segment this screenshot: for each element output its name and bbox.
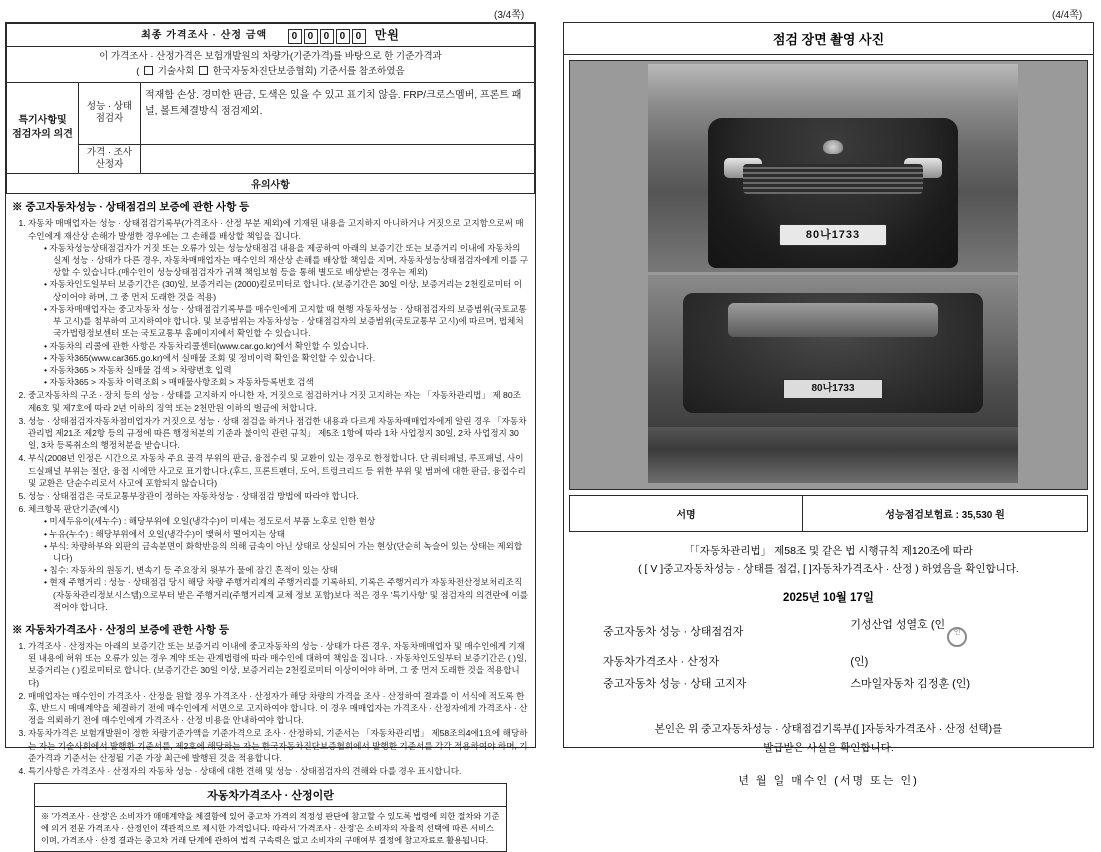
note-sub-item: • 자동차인도일부터 보증기간은 (30)일, 보증거리는 (2000)킬로미터로 합니다. (보증기간은 30일 이상, 보증거리는 2천킬로미터 이상이어야 하며, 그 중 먼저 도래한 것을 적용) bbox=[44, 278, 529, 302]
note-sublist bbox=[32, 242, 529, 388]
legal-statement bbox=[564, 532, 1093, 581]
section2-title: ※ 자동차가격조사 · 산정의 보증에 관한 사항 등 bbox=[12, 623, 229, 636]
notes-list-2 bbox=[28, 640, 529, 777]
note2-item: 3. 자동차가격은 보험개발원이 정한 차량기준가액을 기준가격으로 조사 · 산정하되, 기준서는 「자동차관리법」 제58조의4에1요에 해당하는 자는 기술사회에서 발행한 기준서를, 제2호에 해당하는 자는 한국자동차진단보증협회에서 발행한 기준서를 각각 적용하여야 하며, 기준가격과 기준서는 산정될 기준 가장 최근에 발행된 것을 적용합니다. bbox=[28, 727, 529, 764]
signature-label: 서명 bbox=[570, 496, 803, 532]
photo-front-vehicle bbox=[708, 118, 958, 268]
note-sub-item: • 부식: 차량하부와 외판의 금속분면이 화학반응의 의해 금속이 아닌 상태로 상실되어 가는 현상(단순히 녹슬어 있는 상태는 제외합니다) bbox=[44, 540, 529, 564]
vehicle-emblem bbox=[823, 140, 843, 154]
buyer-signature-line: 년 월 일 매수인 (서명 또는 인) bbox=[738, 774, 919, 787]
section1-title: ※ 중고자동차성능 · 상태점검의 보증에 관한 사항 등 bbox=[12, 201, 250, 214]
note2-item: 1. 가격조사 · 산정자는 아래의 보증기간 또는 보증거리 이내에 중고자동차의 성능 · 상태가 다른 경우, 자동차매매업자 및 매수인에게 기재된 내용에 허위 또는 오류가 있는 경우 계약 또는 관계법령에 따라 매수인에 대하여 책임을 집니다. · 자동차인도일부터 보증기간은 ( )일, 보증거리는 ( )킬로미터로 합니다. (보증기간은 30일 이상, 보증거리는 2천킬로미터 이상이어야 하며, 그 중 먼저 도래한 것을 적용합니다) bbox=[28, 640, 529, 689]
definition-box bbox=[34, 783, 507, 852]
note-sub-item: • 자동차매매업자는 중고자동차 성능 · 상태점검기록부를 매수인에게 고지할 때 현행 자동차성능 · 상태점검자의 보증범위(국토교통부 고시)를 첨부하여 고지하여야 합니다. 및 보증범위는 자동차성능 · 상태점검자의 보증범위(국토교통부 고시)에 따르며, 법체처 국가법령정보센터 또는 국토교통부 홈페이지에서 확인할 수 있습니다. bbox=[44, 303, 529, 340]
windshield bbox=[728, 303, 938, 337]
legal-line-2: ( [ V ]중고자동차성능 · 상태를 점검, [ ]자동차가격조사 · 산정 ) 하였음을 확인합니다. bbox=[638, 563, 1019, 576]
inspection-fee: 성능점검보험료 : 35,530 원 bbox=[803, 496, 1088, 532]
note-item bbox=[28, 217, 529, 388]
note-sub-item: • 자동차의 리콜에 관한 사항은 자동차리콜센터(www.car.go.kr)에서 확인할 수 있습니다. bbox=[44, 340, 529, 352]
note-sub-item: • 현재 주행거리 : 성능 · 상태점검 당시 해당 차량 주행거리계의 주행거리를 기록하되, 기록은 주행거리가 자동차전산정보처리조직(자동차관리정보시스템)으로부터 받은 주행거리(주행거리계 교체 정보 포함)보다 적은 경우 '특기사항' 및 점검자의 의견란에 이를 적어야 합니다. bbox=[44, 576, 529, 613]
note-text: 체크항목 판단기준(예시) bbox=[28, 504, 120, 515]
note-sub-item: • 미세두유이(세누수) : 해당부위에 오일(냉각수)이 미세는 정도로서 부품 노후로 인한 현상 bbox=[44, 515, 529, 527]
buyer-confirmation bbox=[564, 720, 1093, 758]
amount-note-line-2 bbox=[13, 65, 528, 79]
signature-fee-table bbox=[569, 495, 1088, 532]
issue-date: 2025년 10월 17일 bbox=[783, 591, 874, 604]
signer-name: 스마일자동차 김정훈 (인) bbox=[850, 677, 971, 690]
photo-lift-vehicle bbox=[683, 293, 983, 413]
photo-area bbox=[569, 60, 1088, 490]
appraiser-opinion-value bbox=[141, 144, 535, 174]
amount-digit-0: 0 bbox=[288, 29, 302, 44]
final-price-table bbox=[6, 23, 535, 194]
signer-name-text: 기성산업 성열호 (인 bbox=[850, 618, 946, 631]
signer-row bbox=[601, 672, 1056, 694]
final-price-title-row bbox=[7, 24, 535, 47]
note-item bbox=[28, 503, 529, 613]
definition-body: ※ '가격조사 · 산정'은 소비자가 매매계약을 체결함에 있어 중고차 가격의 적정성 판단에 참고할 수 있도록 법령에 의한 절차와 기준에 의거 전문 가격조사 · 산정인이 객관적으로 제시한 가격입니다. 따라서 '가격조사 · 산정'은 소비자의 자율적 선택에 따른 서비스이며, 가격조사 · 산정 결과는 중고차 거래 단계에 관하여 법적 구속력은 없고 소비자의 구매여부 결정에 참고자료로 활용됩니다. bbox=[41, 812, 500, 845]
left-document-sheet bbox=[5, 22, 536, 845]
seal-stamp-icon: 인 bbox=[947, 627, 967, 647]
photo-front-view bbox=[648, 64, 1018, 272]
amount-note-row bbox=[7, 47, 535, 83]
vehicle-grille bbox=[743, 164, 923, 194]
amount-unit: 만원 bbox=[374, 28, 400, 43]
signer-name bbox=[848, 613, 1056, 650]
signature-fee-row bbox=[570, 496, 1088, 532]
note-sub-item: • 누유(누수) : 해당부위에서 오일(냉각수)이 맺혀서 떨어지는 상태 bbox=[44, 528, 529, 540]
opinion-row-2 bbox=[7, 144, 535, 174]
signer-role: 자동차가격조사 · 산정자 bbox=[603, 655, 720, 668]
note2-item: 2. 매매업자는 매수인이 가격조사 · 산정을 원할 경우 가격조사 · 산정자가 해당 차량의 가격을 조사 · 산정하여 결과를 이 서식에 적도록 한 후, 반드시 매매계약을 체결하기 전에 매수인에게 서면으로 고지하여야 합니다. 이 경우 매매업자는 가격조사 · 산정자에게 가격조사 · 산정을 의뢰하기 전에 매수인에게 가격조사 · 산정 비용을 안내하여야 합니다. bbox=[28, 690, 529, 727]
checkbox-kaada[interactable] bbox=[199, 66, 208, 75]
right-document-sheet bbox=[563, 22, 1094, 787]
appraiser-label: 가격 · 조사산정자 bbox=[79, 144, 141, 174]
note-text: 자동차 매매업자는 성능 · 상태점검기록부(가격조사 · 산정 부분 제외)에 기재된 내용을 고지하지 아니하거나 거짓으로 고지함으로써 매수인에게 재산상 손해가 발생한 경우에는 그 손해를 배상할 책임을 집니다. bbox=[28, 218, 524, 241]
note-sub-item: • 침수: 자동차의 원동기, 변속기 등 주요장치 윗부가 물에 잠긴 흔적이 있는 상태 bbox=[44, 564, 529, 576]
opinion-row-1 bbox=[7, 82, 535, 144]
inspector-opinion-value: 적재함 손상. 경미한 판금, 도색은 있을 수 있고 표기치 않음. FRP/크로스멤버, 프론트 패널, 볼트체결방식 점검제외. bbox=[141, 82, 535, 144]
note-item: 3. 성능 · 상태점검자자동차점비업자가 거짓으로 성능 · 상태 점검을 하거나 점검한 내용과 다르게 자동차매매업자에게 알린 경우 「자동차관리법 제21조 제2항 등의 규정에 따른 행정처분의 기준과 불이익 관련 규칙」 제5조 1항에 따라 1차 사업정지 30일, 2차 사업정지 30일, 3차 등록취소의 행정처분을 받습니다. bbox=[28, 415, 529, 452]
amount-digit-2: 0 bbox=[320, 29, 334, 44]
note-sub-item: • 자동차365 > 자동차 실매물 검색 > 차량번호 입력 bbox=[44, 364, 529, 376]
amount-digit-3: 0 bbox=[336, 29, 350, 44]
inspector-label: 성능 · 상태점검자 bbox=[79, 82, 141, 144]
amount-note-option-b: 한국자동차진단보증협회) 기준서를 참조하였음 bbox=[212, 65, 405, 77]
caution-header-row bbox=[7, 174, 535, 194]
note-item: 4. 부식(2008년 인정은 시간으로 자동차 주요 골격 부위의 판금, 융접수리 및 교환이 있는 경우로 한정합니다. 단 쿼터패널, 루프패널, 사이드실패널 부위는 절단, 융접 시에만 사고로 표기합니다.(후드, 프론트펜더, 도어, 트렁크리드 등 위한 부위 및 범퍼에 대한 판금, 융접수리 및 교환은 단순수리로서 사고에 포함되지 않습니다) bbox=[28, 452, 529, 489]
page-mark-right: (4/4쪽) bbox=[1052, 10, 1083, 21]
note-item: 2. 중고자동차의 구조 · 장치 등의 성능 · 상태를 고지하지 아니한 자, 거짓으로 점검하거나 거짓 고지하는 자는 「자동차관리법」 제 80조 제6호 및 제7호에 따라 2년 이하의 징역 또는 2천만원 이하의 벌금에 처합니다. bbox=[28, 389, 529, 413]
legal-line-1: 「「자동차관리법」 제58조 및 같은 법 시행규칙 제120조에 따라 bbox=[684, 545, 973, 557]
signer-role: 중고자동차 성능 · 상태 고지자 bbox=[603, 677, 747, 690]
note-sub-item: • 자동차365 > 자동차 이력조회 > 매매물사항조회 > 자동차등록번호 검색 bbox=[44, 376, 529, 388]
confirm-line-2: 발급받은 사실을 확인합니다. bbox=[763, 741, 894, 754]
signer-row bbox=[601, 613, 1056, 650]
paren-open: ( bbox=[136, 65, 140, 77]
photo-lift-platform bbox=[648, 427, 1018, 483]
signer-name: (인) bbox=[850, 655, 869, 668]
license-plate-front: 80나1733 bbox=[779, 224, 887, 246]
definition-title: 자동차가격조사 · 산정이란 bbox=[35, 784, 506, 807]
final-price-title: 최종 가격조사 · 산정 금액 bbox=[141, 30, 268, 41]
page-mark-left: (3/4쪽) bbox=[494, 10, 525, 21]
final-price-title-cell bbox=[7, 24, 535, 47]
caution-header: 유의사항 bbox=[7, 174, 535, 194]
amount-note-option-a: 기술사회 bbox=[157, 65, 195, 77]
note-sub-item: • 자동차성능상태점검자가 거짓 또는 오류가 있는 성능상태점검 내용을 제공하여 아래의 보증기간 또는 보증거리 이내에 자동차의 실제 성능 · 상태가 다른 경우, 자동차매매업자는 매수인의 재산상 손해를 배상할 책임을 지며, 자동차성능상태점검자에게 이를 구상할 수 있습니다.(매수인이 성능상태점검자가 귀책 책임보험 등을 통해 별도로 배상받는 경우는 제외) bbox=[44, 242, 529, 279]
photo-lift-view bbox=[648, 275, 1018, 483]
signers-table bbox=[601, 613, 1056, 694]
confirm-line-1: 본인은 위 중고자동차성능 · 상태점검기록부([ ]자동차가격조사 · 산정 선택)를 bbox=[654, 722, 1003, 735]
license-plate-lift: 80나1733 bbox=[783, 379, 883, 399]
photo-section-title: 점검 장면 촬영 사진 bbox=[564, 23, 1093, 55]
note2-item: 4. 특기사항은 가격조사 · 산정자의 자동차 성능 · 상태에 대한 견해 및 성능 · 상태점검자의 견해와 다를 경우 표시합니다. bbox=[28, 765, 529, 777]
note-sub-item: • 자동차365(www.car365.go.kr)에서 실매물 조회 및 정비이력 확인을 확인할 수 있습니다. bbox=[44, 352, 529, 364]
opinion-label: 특기사항및 점검자의 의견 bbox=[7, 82, 79, 174]
amount-note-line-1: 이 가격조사 · 산정가격은 보험개발원의 차량가(기준가격)를 바탕으로 한 기준가격과 bbox=[99, 51, 442, 63]
note-item: 5. 성능 · 상태점검은 국토교통부장관이 정하는 자동차성능 · 상태점검 방법에 따라야 합니다. bbox=[28, 490, 529, 502]
checkbox-engineer-society[interactable] bbox=[144, 66, 153, 75]
amount-digit-4: 0 bbox=[352, 29, 366, 44]
amount-digit-1: 0 bbox=[304, 29, 318, 44]
signer-row bbox=[601, 650, 1056, 672]
amount-digit-boxes bbox=[287, 26, 400, 44]
amount-note-cell bbox=[7, 47, 535, 83]
signer-role: 중고자동차 성능 · 상태점검자 bbox=[603, 626, 744, 639]
notes-list bbox=[28, 217, 529, 613]
note-sublist bbox=[32, 515, 529, 613]
